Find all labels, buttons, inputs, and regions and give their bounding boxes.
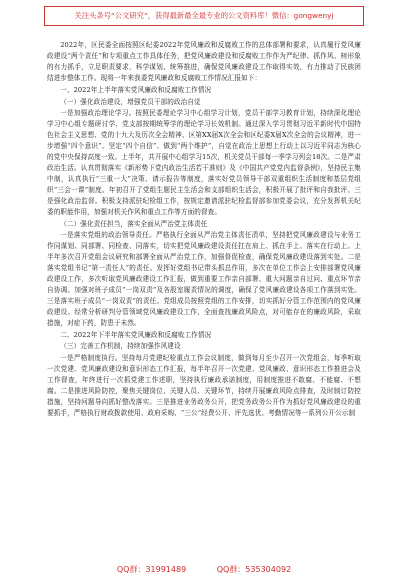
subsection-heading-3: （三）完善工作机制，持续加强作风建设 bbox=[60, 342, 181, 351]
intro-paragraph: 2022年，区民委全面按照区纪委2022年党风廉政和反腐败工作的总体部署和要求，认真履行党风廉政建设“两个责任”和专项重点工作具体任务，把党风廉政建设和反腐败工作作为严纪律、抓作风、树形象的有力抓手，立足职责要求，科学谋划、统筹推进，确保党风廉政建设工作取得实效，有力推动了民族团结进步整体工作。现将一年来我委党风廉政和反腐败工作情况汇报如下： bbox=[47, 41, 361, 82]
body-paragraph: 一是落实党组的政治领导责任。严格执行全面从严治党主体责任清单，坚持把党风廉政建设与业务工作同谋划、同部署、同检查、同落实，切实把党风廉政建设责任扛在肩上、抓在手上、落实在行动上。上半年多次召开党组会议研究和部署全面从严治党工作，加强督促检查，确保党风廉政建设落到实处。二是落实党组书记“第一责任人”的责任。发挥好党组书记带头抓总作用，多次在单位工作会上安排部署党风廉政建设工作，多次听取党风廉政建设工作汇报，做到重要工作亲自部署、重大问题亲自过问、重点环节亲自协调。加强对班子成员“一岗双责”及各股室履责情况的调度，确保了党风廉政建设各项工作落到实处。三是落实班子成员“一岗双责”的责任。党组成员按照党组的工作安排，切实抓好分管工作范围内的党风廉政建设。经常分析研判分管领域党风廉政建设工作，全面查找廉政风险点，对可能存在的廉政风险，采取措施，对症下药，防患于未然。 bbox=[47, 231, 361, 327]
body-paragraph: 一是严格制度执行。坚持每月党建纪检重点工作会议制度，做到每月至少召开一次党组会，每季听取一次党建、党风廉政建设和意识形态工作汇报，每半年召开一次党建、党风廉政、意识形态工作推进会及工作督查，年终进行一次抓党建工作述职，坚持执行廉政承诺制度，用制度推进不敢腐、不能腐、不想腐。二是推进风险防控，聚焦关键岗位、关键人员、关键环节，持续开展廉政风险点排查，及时制订防控措施，坚持问题导向抓好整改落实。三是推进业务政务公开，把党务政务公开作为抓好党风廉政建设的重要抓手，严格执行财政拨款使用、政府采购、“三公”经费公开、评先选优、考勤情况等一系列公开公示制 bbox=[47, 354, 361, 417]
section-heading-2: 二、2022年下半年落实党风廉政和反腐败工作情况 bbox=[60, 330, 212, 339]
subsection-heading-2: （二）强化责任担当，落实全面从严治党主体责任 bbox=[60, 219, 208, 228]
body-paragraph: 一是加强政治理论学习。按照民委理论学习中心组学习计划，党员干部学习教育计划，持续深化理论学习中心组专题研讨学、党支部按期统筹学的理论学习长效机制。通过深入学习贯彻习近平新时代中国特色社会主义思想、党的十九大及历次全会精神、区第XX届X次全会和区纪委X届X次全会的会议精神，进一步增强“四个意识”、坚定“四个自信”、做到“两个维护”，自觉在政治上思想上行动上以习近平同志为核心的党中央保持高度一致。上半年，共开展中心组学习15次，机关党员干部每一季学习列会18次。二是严肃政治生活。认真贯彻落实《新形势下党内政治生活若干准则》及《中国共产党党内监督条例》，坚持民主集中制，认真执行“三重一大”决策、请示报告等制度，落实好党员领导干部双重组织生活制度和基层党组织“三会一课”制度。年初召开了党组生题民主生活会和支部组织生活会，积极开展了批评和自我批评。三是强化政治监督。积极支持派驻纪检组工作，按规定邀请派驻纪检监督部参加党委会议，充分发挥机关纪委的职能作用，加强对机关作风和重点工作等方面的督查。 bbox=[47, 109, 361, 216]
subsection-heading-1: （一）强化政治建设，增强党员干部的政治自觉 bbox=[60, 97, 201, 106]
qq-group-2: QQ群：535304092 bbox=[216, 565, 292, 574]
promo-banner: 关注头条号“公文研究”，获得最新最全最专业的公文资料库！微信：gongwenyj bbox=[44, 6, 364, 26]
footer-contacts bbox=[0, 564, 408, 575]
document-body bbox=[47, 40, 361, 419]
qq-group-1: QQ群：31991489 bbox=[116, 565, 187, 574]
section-heading-1: 一、2022年上半年落实党风廉政和反腐败工作情况 bbox=[60, 85, 212, 94]
